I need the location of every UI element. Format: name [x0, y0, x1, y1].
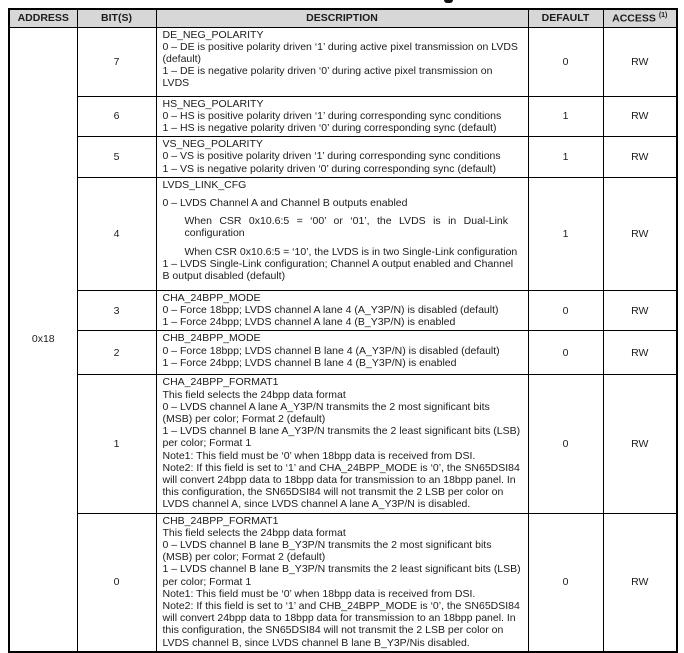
description-line: 1 – LVDS Single-Link configuration; Channel A output enabled and Channel [162, 257, 514, 270]
description-line: 1 – VS is negative polarity driven ‘0’ during corresponding sync (default) [162, 162, 496, 175]
bit-cell: 0 [77, 513, 156, 652]
description-line: this configuration, the SN65DSI84 will not transmit the 2 LSB per color on [162, 624, 504, 637]
description-line: 0 – LVDS channel B lane B_Y3P/N transmits the 2 most significant bits [162, 538, 492, 551]
default-value-cell: 0 [528, 375, 603, 513]
description-line: will convert 24bpp data to 18bpp data for transmission to an 18bpp panel. In [162, 612, 516, 625]
register-bit-row [9, 137, 677, 178]
description-line: will convert 24bpp data to 18bpp data for transmission to an 18bpp panel. In [162, 473, 516, 486]
description-line: Note1: This field must be ‘0’ when 18bpp data is received from DSI. [162, 449, 476, 462]
default-value-cell: 0 [528, 290, 603, 331]
access-value-cell: RW [603, 513, 677, 652]
access-value-cell: RW [603, 375, 677, 513]
description-line: 0 – LVDS channel A lane A_Y3P/N transmits the 2 most significant bits [162, 400, 490, 413]
description-line: this configuration, the SN65DSI84 will not transmit the 2 LSB per color on [162, 486, 504, 499]
description-line: 0 – LVDS Channel A and Channel B outputs enabled [162, 196, 408, 209]
bit-cell: 1 [77, 375, 156, 513]
register-description-table [8, 8, 678, 653]
bit-cell: 6 [77, 96, 156, 137]
access-value-cell: RW [603, 290, 677, 331]
default-value-cell: 0 [528, 513, 603, 652]
default-value-cell: 0 [528, 331, 603, 375]
description-line: 1 – DE is negative polarity driven ‘0’ during active pixel transmission on [162, 65, 493, 78]
description-line: This field selects the 24bpp data format [162, 526, 346, 539]
description-line: When CSR 0x10.6:5 = ‘00’ or ‘01’, the LVDS is in Dual-Link [184, 215, 509, 228]
description-cell [156, 513, 528, 652]
description-line: 0 – Force 18bpp; LVDS channel B lane 4 (A_Y3P/N) is disabled (default) [162, 344, 500, 357]
description-line: When CSR 0x10.6:5 = ‘10’, the LVDS is in two Single-Link configuration [184, 245, 518, 258]
field-name: CHB_24BPP_MODE [162, 332, 261, 345]
description-line: 0 – VS is positive polarity driven ‘1’ during corresponding sync conditions [162, 150, 501, 163]
cropped-text-artifact [444, 0, 453, 3]
description-cell [156, 137, 528, 178]
default-value-cell: 0 [528, 27, 603, 96]
description-line: 1 – LVDS channel B lane A_Y3P/N transmits the 2 least significant bits (LSB) [162, 425, 521, 438]
field-name: LVDS_LINK_CFG [162, 178, 247, 191]
register-bit-row [9, 513, 677, 652]
field-name: HS_NEG_POLARITY [162, 97, 264, 110]
description-cell [156, 27, 528, 96]
table-header-row [9, 9, 677, 27]
access-value-cell: RW [603, 27, 677, 96]
description-line: Note2: If this field is set to ‘1’ and CHB_24BPP_MODE is ‘0’, the SN65DSI84 [162, 599, 520, 612]
description-line: 0 – HS is positive polarity driven ‘1’ during corresponding sync conditions [162, 109, 502, 122]
description-line: 0 – Force 18bpp; LVDS channel A lane 4 (A_Y3P/N) is disabled (default) [162, 303, 499, 316]
description-line: (MSB) per color; Format 2 (default) [162, 412, 326, 425]
access-value-cell: RW [603, 177, 677, 290]
description-line: B output disabled (default) [162, 269, 286, 282]
field-name: CHB_24BPP_FORMAT1 [162, 514, 279, 527]
column-header-access [603, 9, 677, 27]
description-cell [156, 331, 528, 375]
access-value-cell: RW [603, 137, 677, 178]
register-bit-row [9, 375, 677, 513]
description-line: configuration [184, 227, 245, 240]
register-bit-row [9, 331, 677, 375]
bit-cell: 3 [77, 290, 156, 331]
description-cell [156, 177, 528, 290]
description-line: 1 – LVDS channel B lane B_Y3P/N transmits the 2 least significant bits (LSB) [162, 563, 521, 576]
access-value-cell: RW [603, 331, 677, 375]
access-value-cell: RW [603, 96, 677, 137]
column-header-address: ADDRESS [9, 9, 77, 27]
default-value-cell: 1 [528, 96, 603, 137]
field-name: DE_NEG_POLARITY [162, 28, 264, 41]
field-name: CHA_24BPP_MODE [162, 291, 261, 304]
description-line: per color; Format 1 [162, 437, 252, 450]
default-value-cell: 1 [528, 177, 603, 290]
register-bit-row [9, 96, 677, 137]
description-line: (MSB) per color; Format 2 (default) [162, 551, 326, 564]
description-line: LVDS [162, 77, 190, 90]
register-bit-row [9, 177, 677, 290]
column-header-bits: BIT(S) [77, 9, 156, 27]
description-line: This field selects the 24bpp data format [162, 388, 346, 401]
description-line: 1 – Force 24bpp; LVDS channel B lane 4 (B_Y3P/N) is enabled [162, 356, 457, 369]
description-line: 1 – HS is negative polarity driven ‘0’ during corresponding sync (default) [162, 121, 497, 134]
field-name: VS_NEG_POLARITY [162, 138, 263, 151]
default-value-cell: 1 [528, 137, 603, 178]
address-cell: 0x18 [9, 27, 77, 652]
bit-cell: 4 [77, 177, 156, 290]
description-cell [156, 375, 528, 513]
description-line: (default) [162, 52, 202, 65]
description-cell [156, 96, 528, 137]
description-line: Note1: This field must be ‘0’ when 18bpp data is received from DSI. [162, 587, 476, 600]
access-header-label: ACCESS [612, 12, 656, 25]
register-bit-row [9, 290, 677, 331]
register-bit-row [9, 27, 677, 96]
column-header-description: DESCRIPTION [156, 9, 528, 27]
description-line: 0 – DE is positive polarity driven ‘1’ during active pixel transmission on LVDS [162, 40, 518, 53]
bit-cell: 2 [77, 331, 156, 375]
description-cell [156, 290, 528, 331]
bit-cell: 5 [77, 137, 156, 178]
field-name: CHA_24BPP_FORMAT1 [162, 376, 279, 389]
description-line: 1 – Force 24bpp; LVDS channel A lane 4 (B_Y3P/N) is enabled [162, 316, 456, 329]
column-header-default: DEFAULT [528, 9, 603, 27]
description-line: LVDS channel B, since LVDS channel B lane B_Y3P/Nis disabled. [162, 636, 470, 649]
description-line: Note2: If this field is set to ‘1’ and CHA_24BPP_MODE is ‘0’, the SN65DSI84 [162, 461, 520, 474]
description-line: per color; Format 1 [162, 575, 252, 588]
bit-cell: 7 [77, 27, 156, 96]
footnote-marker: (1) [658, 12, 668, 19]
description-line: LVDS channel A, since LVDS channel A lane A_Y3P/N is disabled. [162, 498, 471, 511]
